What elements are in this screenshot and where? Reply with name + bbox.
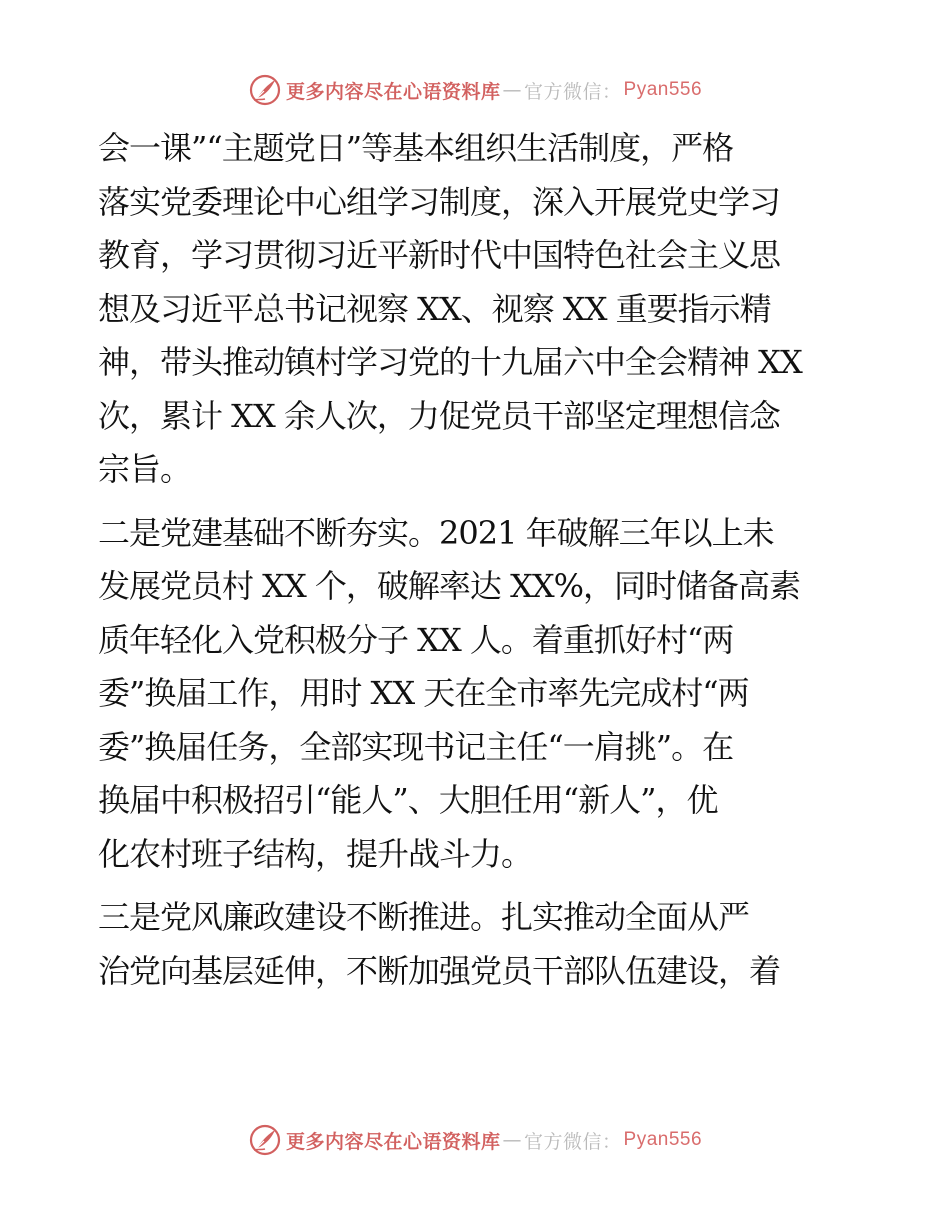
header-wechat-label: 官方微信 bbox=[523, 80, 602, 103]
text-line: 治党向基层延伸，不断加强党员干部队伍建设，着 bbox=[98, 951, 781, 990]
text-line: 次，累计 XX 余人次，力促党员干部坚定理想信念 bbox=[98, 396, 780, 435]
header-colon: ： bbox=[602, 80, 622, 103]
text-line: 委”换届任务，全部实现书记主任“一肩挑”。在 bbox=[98, 727, 734, 766]
text-line: 三是党风廉政建设不断推进。扎实推动全面从严 bbox=[98, 898, 750, 936]
text-line: 质年轻化入党积极分子 XX 人。着重抓好村“两 bbox=[98, 620, 734, 659]
header-separator: — bbox=[502, 79, 522, 101]
feather-pen-logo-icon bbox=[248, 73, 282, 107]
text-line: 神，带头推动镇村学习党的十九届六中全会精神 XX bbox=[98, 343, 802, 381]
text-line: 发展党员村 XX 个，破解率达 XX%，同时储备高素 bbox=[98, 567, 801, 605]
document-body bbox=[98, 122, 873, 1008]
paragraph-3 bbox=[98, 891, 873, 998]
text-line: 宗旨。 bbox=[98, 450, 192, 488]
header-banner bbox=[0, 70, 950, 110]
text-line: 会一课”“主题党日”等基本组织生活制度，严格 bbox=[98, 129, 734, 167]
text-line: 想及习近平总书记视察 XX、视察 XX 重要指示精 bbox=[98, 289, 771, 328]
text-line: 教育，学习贯彻习近平新时代中国特色社会主义思 bbox=[98, 236, 781, 274]
footer-wechat-label: 官方微信 bbox=[523, 1130, 602, 1153]
footer-brand: 更多内容尽在心语资料库 bbox=[285, 1130, 501, 1153]
paragraph-1 bbox=[98, 122, 873, 497]
footer-banner bbox=[0, 1120, 950, 1160]
header-banner-text bbox=[286, 77, 702, 104]
text-line: 换届中积极招引“能人”、大胆任用“新人”，优 bbox=[98, 781, 718, 819]
paragraph-2 bbox=[98, 507, 873, 882]
text-line: 落实党委理论中心组学习制度，深入开展党史学习 bbox=[98, 182, 781, 221]
footer-banner-text bbox=[286, 1127, 702, 1154]
feather-pen-logo-icon bbox=[248, 1123, 282, 1157]
footer-colon: ： bbox=[602, 1130, 622, 1153]
text-line: 化农村班子结构，提升战斗力。 bbox=[98, 834, 533, 873]
footer-wechat-id: Pyan556 bbox=[623, 1129, 703, 1150]
header-brand: 更多内容尽在心语资料库 bbox=[285, 80, 501, 103]
footer-separator: — bbox=[502, 1129, 522, 1151]
header-wechat-id: Pyan556 bbox=[623, 79, 703, 100]
text-line: 二是党建基础不断夯实。2021 年破解三年以上未 bbox=[98, 513, 774, 552]
text-line: 委”换届工作，用时 XX 天在全市率先完成村“两 bbox=[98, 674, 749, 712]
